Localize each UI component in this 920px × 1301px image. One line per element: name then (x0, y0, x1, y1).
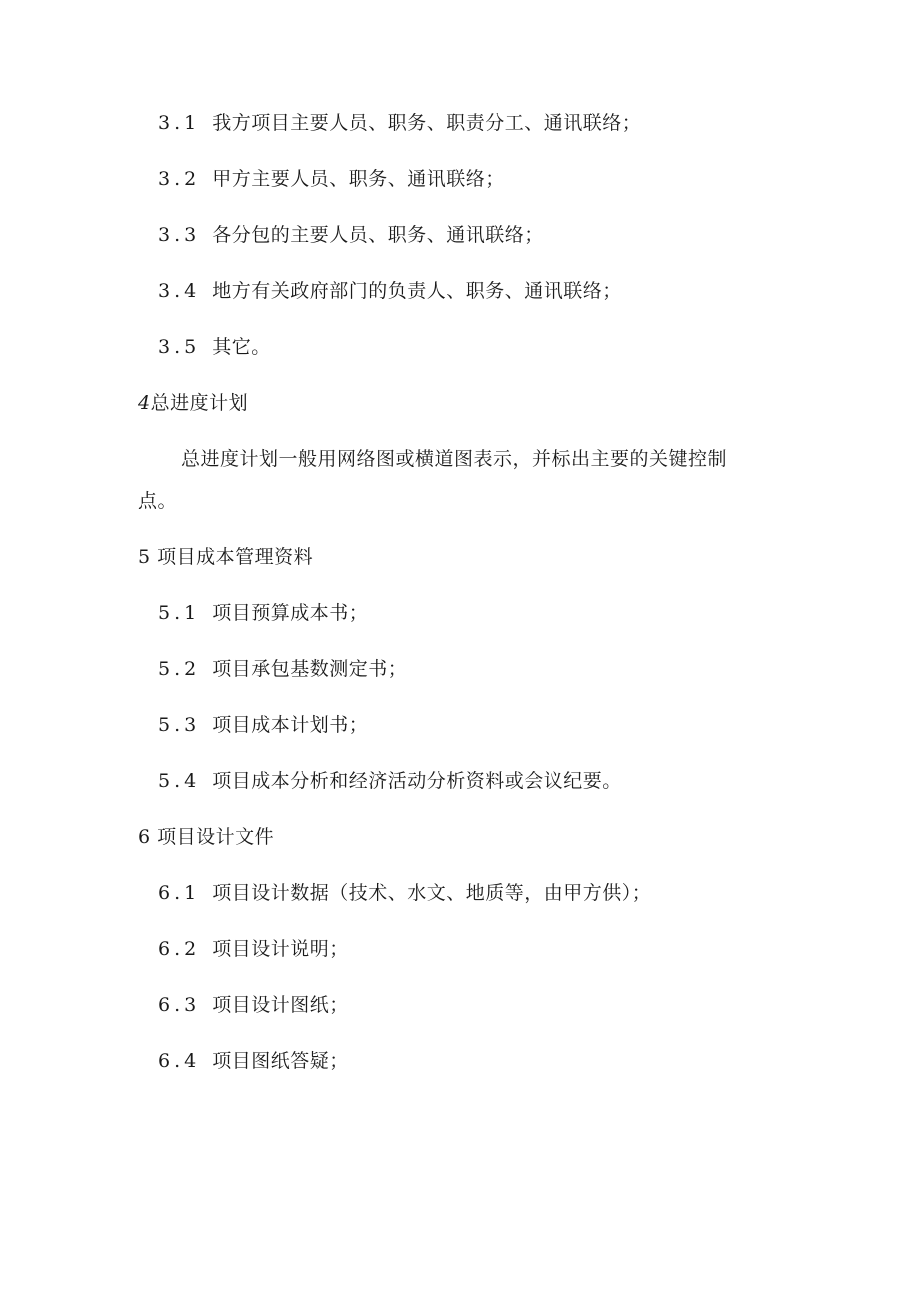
item-number: 6.4 (158, 1050, 201, 1072)
item-number: 6.3 (158, 994, 201, 1016)
item-number: 5.3 (158, 714, 201, 736)
list-item-3-5 (158, 335, 271, 359)
section-title: 项目设计文件 (157, 826, 275, 848)
item-text: 项目设计说明； (212, 938, 349, 960)
item-text: 地方有关政府部门的负责人、职务、通讯联络； (212, 280, 622, 302)
section-heading-6 (138, 825, 274, 849)
item-number: 5.4 (158, 770, 201, 792)
list-item-6-4 (158, 1049, 349, 1073)
paragraph-line-1: 总进度计划一般用网络图或横道图表示，并标出主要的关键控制 (181, 448, 728, 470)
item-text: 甲方主要人员、职务、通讯联络； (212, 168, 505, 190)
item-number: 6.1 (158, 882, 201, 904)
list-item-6-1 (158, 881, 651, 905)
section-title: 总进度计划 (150, 392, 249, 414)
section-number: 5 (138, 546, 151, 568)
item-text: 项目设计数据（技术、水文、地质等，由甲方供）； (212, 882, 652, 904)
item-text: 项目预算成本书； (212, 602, 369, 624)
item-number: 5.2 (158, 658, 201, 680)
list-item-6-3 (158, 993, 349, 1017)
item-text: 项目成本分析和经济活动分析资料或会议纪要。 (212, 770, 622, 792)
list-item-5-3 (158, 713, 368, 737)
item-text: 项目图纸答疑； (212, 1050, 349, 1072)
list-item-3-3 (158, 223, 544, 247)
list-item-6-2 (158, 937, 349, 961)
list-item-5-1 (158, 601, 368, 625)
item-text: 我方项目主要人员、职务、职责分工、通讯联络； (212, 112, 642, 134)
section-number: 4 (138, 392, 151, 414)
item-number: 3.4 (158, 280, 201, 302)
item-number: 6.2 (158, 938, 201, 960)
item-number: 5.1 (158, 602, 201, 624)
list-item-3-2 (158, 167, 505, 191)
section-heading-5 (138, 545, 313, 569)
item-text: 其它。 (212, 336, 271, 358)
list-item-5-2 (158, 657, 407, 681)
list-item-3-1 (158, 111, 641, 135)
section-heading-4 (138, 391, 248, 415)
section-number: 6 (138, 826, 151, 848)
paragraph-line-2: 点。 (138, 490, 178, 512)
item-number: 3.3 (158, 224, 201, 246)
item-number: 3.5 (158, 336, 201, 358)
section-title: 项目成本管理资料 (157, 546, 314, 568)
item-text: 项目设计图纸； (212, 994, 349, 1016)
item-number: 3.1 (158, 112, 201, 134)
item-number: 3.2 (158, 168, 201, 190)
list-item-5-4 (158, 769, 622, 793)
item-text: 各分包的主要人员、职务、通讯联络； (212, 224, 544, 246)
item-text: 项目成本计划书； (212, 714, 369, 736)
list-item-3-4 (158, 279, 622, 303)
item-text: 项目承包基数测定书； (212, 658, 408, 680)
